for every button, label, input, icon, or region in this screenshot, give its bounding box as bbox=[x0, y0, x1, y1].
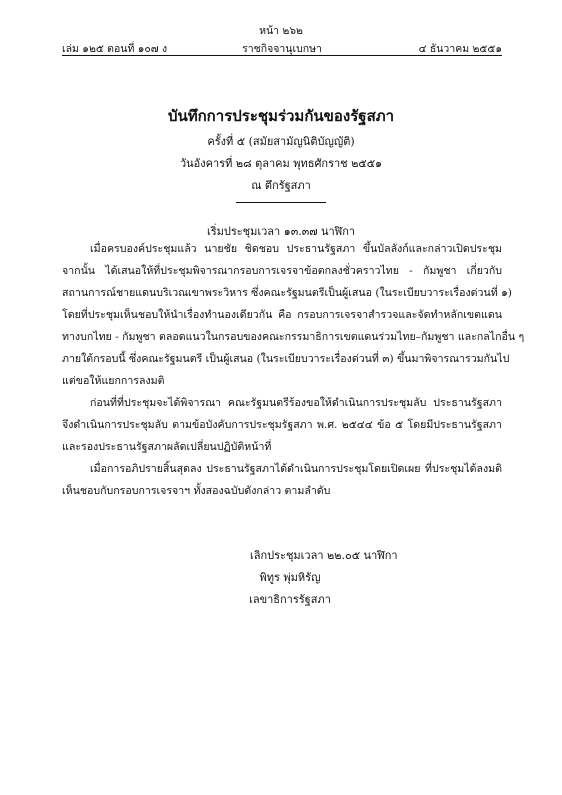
paragraph-3-line-2: เห็นชอบกับกรอบการเจรจาฯ ทั้งสองฉบับดังกล่าว ตามลำดับ bbox=[62, 485, 331, 497]
paragraph-1-line-5: ทางบกไทย - กัมพูชา ตลอดแนวในกรอบของคณะกรรมาธิการเขตแดนร่วมไทย–กัมพูชา และกลไกอื่น ๆ bbox=[62, 331, 525, 343]
paragraph-1-line-3: สถานการณ์ชายแดนบริเวณเขาพระวิหาร ซึ่งคณะรัฐมนตรีเป็นผู้เสนอ (ในระเบียบวาระเรื่องด่วนที่ ๑) bbox=[62, 287, 512, 299]
page-number: หน้า ๒๖๒ bbox=[259, 25, 303, 37]
paragraph-1-line-2: จากนั้น ได้เสนอให้ที่ประชุมพิจารณากรอบการเจรจาข้อตกลงชั่วคราวไทย - กัมพูชา เกี่ยวกับ bbox=[62, 265, 502, 277]
paragraph-1-line-1: เมื่อครบองค์ประชุมแล้ว นายชัย ชิดชอบ ประธานรัฐสภา ขึ้นบัลลังก์และกล่าวเปิดประชุม bbox=[90, 243, 502, 255]
paragraph-1-line-7: แต่ขอให้แยกการลงมติ bbox=[62, 375, 165, 387]
signatory-name: พิทูร พุ่มหิรัญ bbox=[259, 571, 321, 584]
header-divider bbox=[62, 55, 502, 56]
meeting-place: ณ ตึกรัฐสภา bbox=[251, 179, 311, 192]
publication-date: ๔ ธันวาคม ๒๕๕๑ bbox=[418, 43, 502, 55]
meeting-date: วันอังคารที่ ๒๘ ตุลาคม พุทธศักราช ๒๕๕๑ bbox=[179, 157, 383, 170]
start-time: เริ่มประชุมเวลา ๑๓.๓๗ นาฬิกา bbox=[206, 225, 356, 238]
volume-issue: เล่ม ๑๒๕ ตอนที่ ๑๐๗ ง bbox=[62, 43, 168, 55]
paragraph-3-line-1: เมื่อการอภิปรายสิ้นสุดลง ประธานรัฐสภาได้ดำเนินการประชุมโดยเปิดเผย ที่ประชุมได้ลงมติ bbox=[90, 463, 502, 475]
paragraph-1-line-6: ภายใต้กรอบนี้ ซึ่งคณะรัฐมนตรี เป็นผู้เสนอ (ในระเบียบวาระเรื่องด่วนที่ ๓) ขึ้นมาพิจารณารวมกันไป bbox=[62, 353, 510, 365]
title-divider bbox=[236, 202, 326, 203]
paragraph-2-line-1: ก่อนที่ที่ประชุมจะได้พิจารณา คณะรัฐมนตรีร้องขอให้ดำเนินการประชุมลับ ประธานรัฐสภา bbox=[90, 397, 502, 409]
signatory-position: เลขาธิการรัฐสภา bbox=[249, 593, 331, 606]
paragraph-1-line-4: โดยที่ประชุมเห็นชอบให้นำเรื่องทำนองเดียวกัน คือ กรอบการเจรจาสำรวจและจัดทำหลักเขตแดน bbox=[62, 309, 502, 321]
paragraph-2-line-3: และรองประธานรัฐสภาผลัดเปลี่ยนปฏิบัติหน้าที่ bbox=[62, 441, 272, 453]
gazette-header bbox=[62, 40, 502, 54]
gazette-name: ราชกิจจานุเบกษา bbox=[242, 43, 322, 55]
session-line: ครั้งที่ ๕ (สมัยสามัญนิติบัญญัติ) bbox=[207, 135, 355, 148]
paragraph-2-line-2: จึงดำเนินการประชุมลับ ตามข้อบังคับการประชุมรัฐสภา พ.ศ. ๒๕๔๔ ข้อ ๕ โดยมีประธานรัฐสภา bbox=[62, 419, 502, 431]
end-time: เลิกประชุมเวลา ๒๒.๐๕ นาฬิกา bbox=[250, 549, 398, 562]
document-title: บันทึกการประชุมร่วมกันของรัฐสภา bbox=[167, 107, 395, 125]
